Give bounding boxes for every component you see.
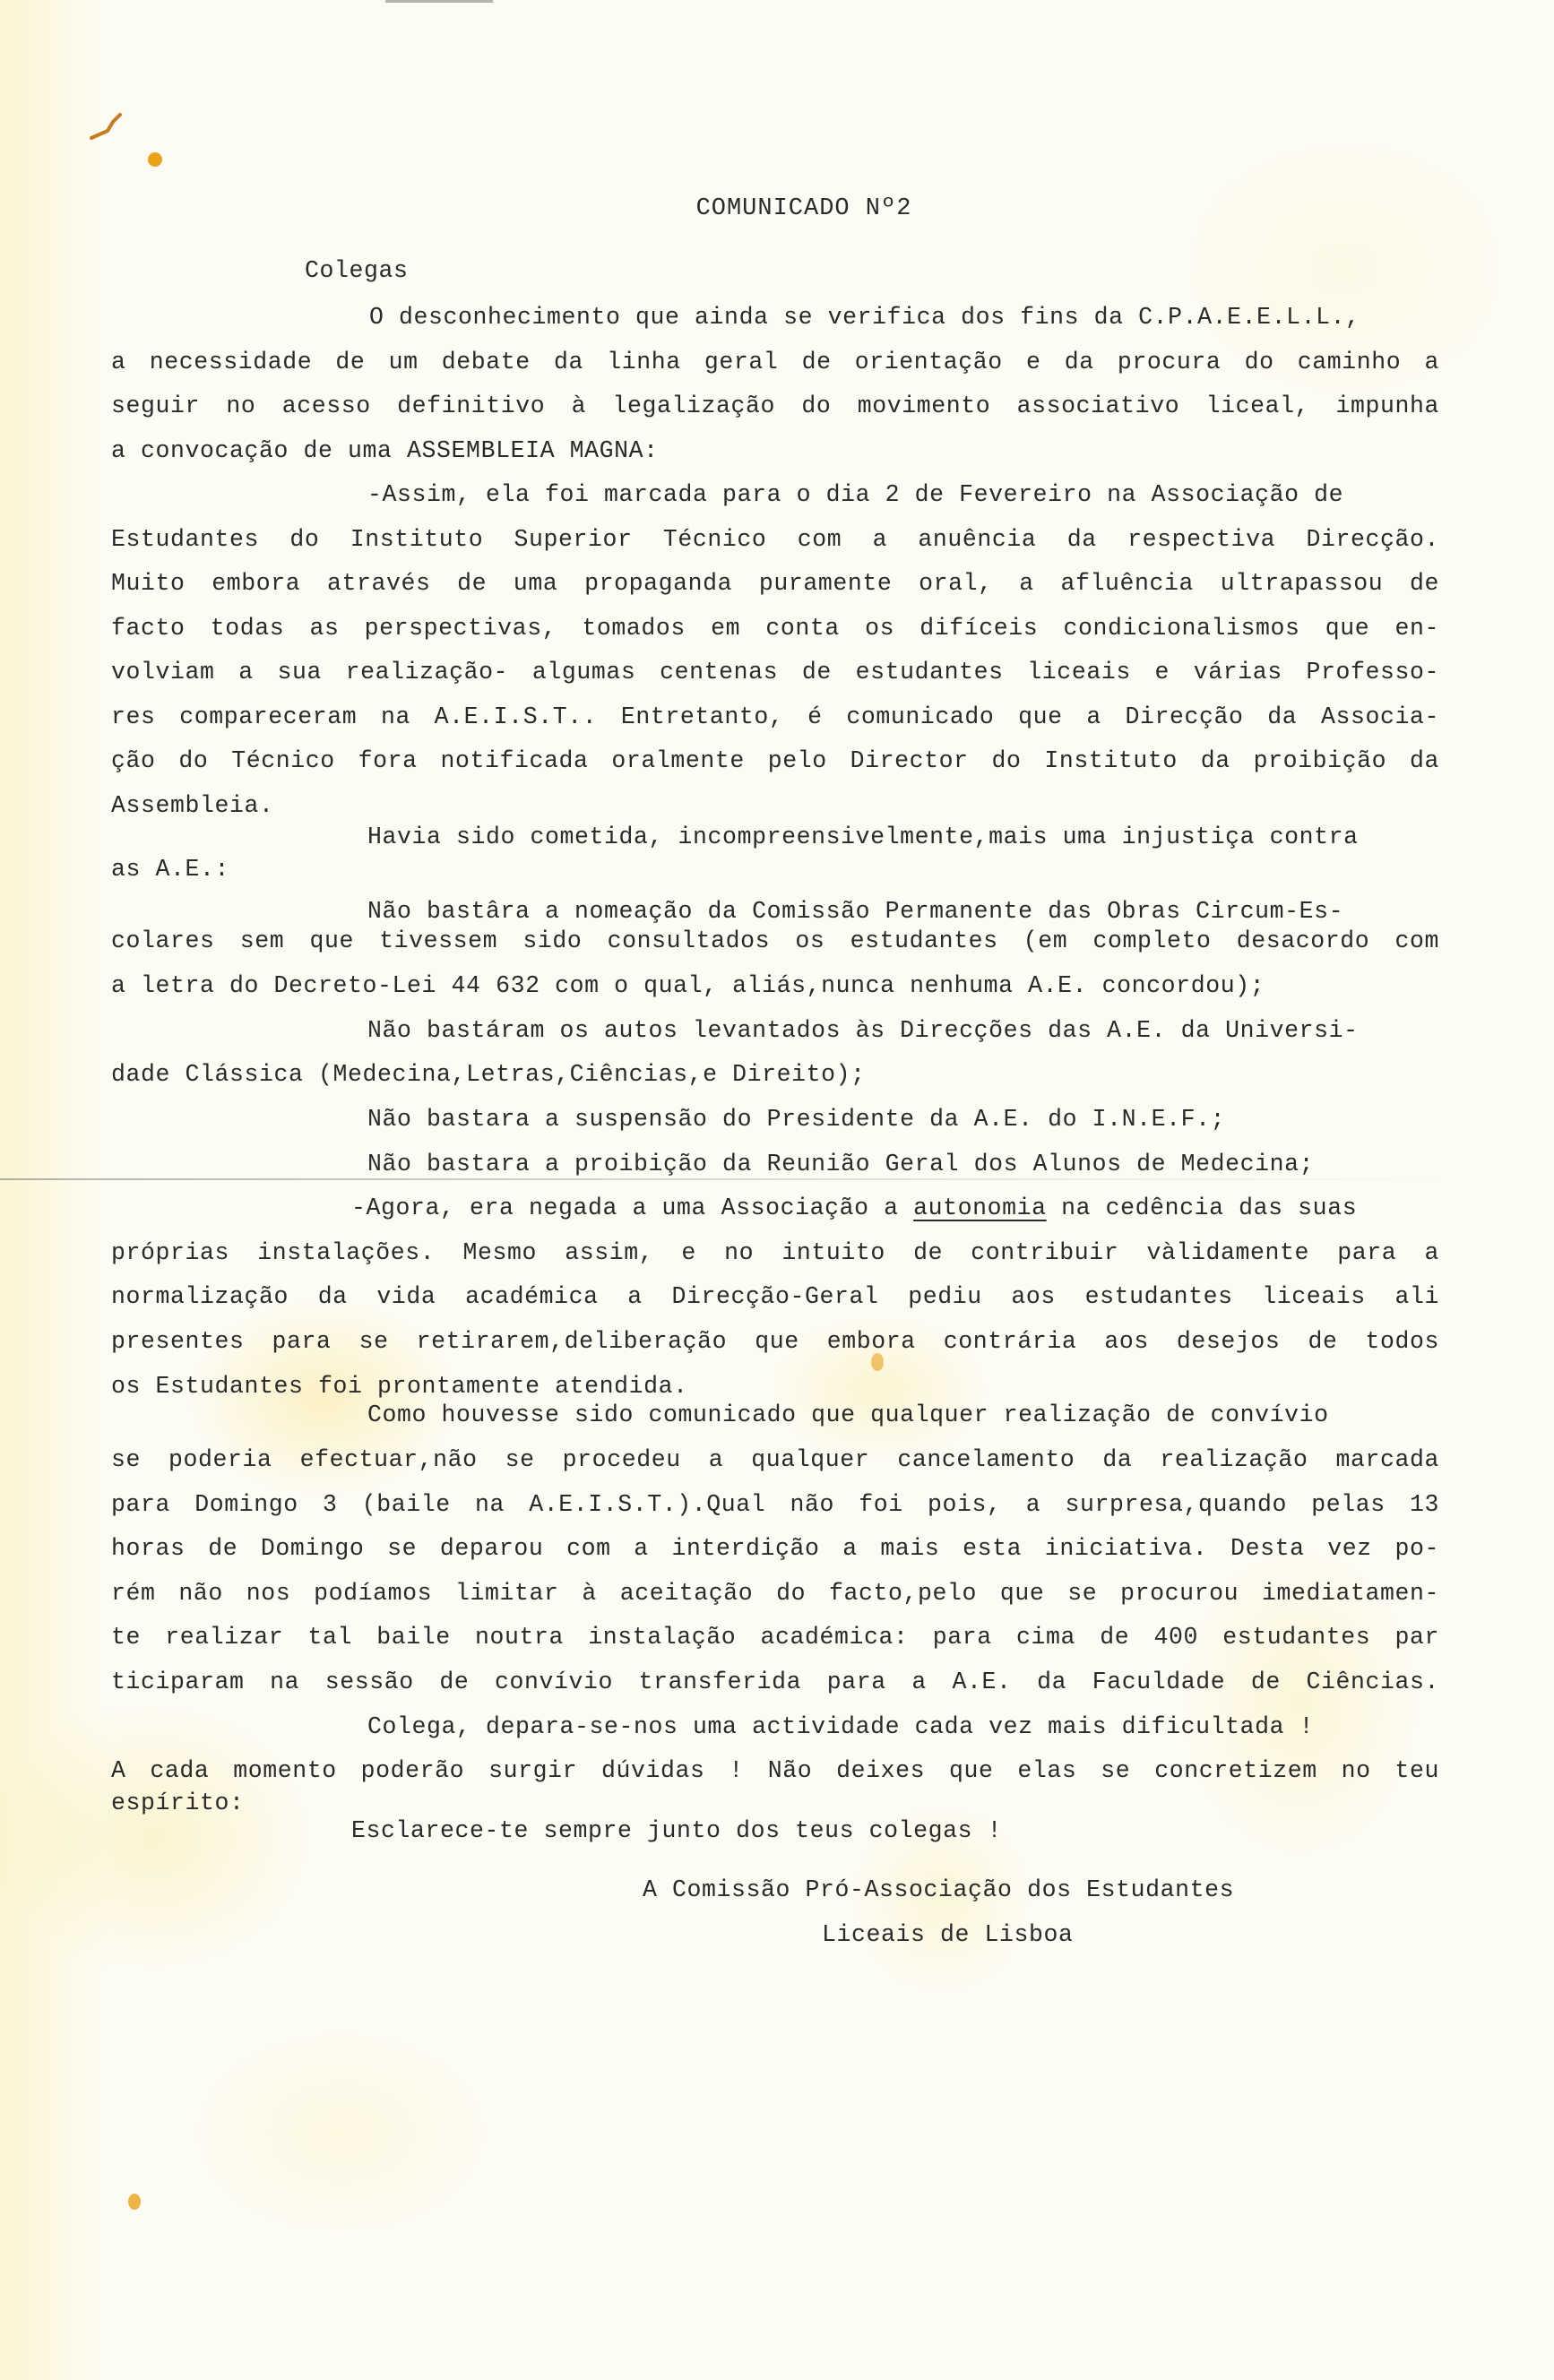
scan-smudge: [385, 0, 493, 3]
text-line: Assembleia.: [111, 792, 274, 819]
stain-dot: [128, 2194, 141, 2210]
text-line: normalização da vida académica a Direcção-Geral pediu aos estudantes liceais ali: [111, 1283, 1439, 1310]
document-title: COMUNICADO Nº2: [695, 195, 912, 222]
text-line: Estudantes do Instituto Superior Técnico com a anuência da respectiva Direcção.: [111, 526, 1439, 553]
text-line: te realizar tal baile noutra instalação académica: para cima de 400 estudantes par: [111, 1624, 1439, 1651]
text-run: na cedência das suas: [1046, 1194, 1358, 1221]
text-line: dade Clássica (Medecina,Letras,Ciências,e Direito);: [111, 1061, 866, 1088]
text-line: -Assim, ela foi marcada para o dia 2 de Fevereiro na Associação de: [367, 481, 1344, 508]
text-line: Como houvesse sido comunicado que qualquer realização de convívio: [367, 1401, 1329, 1428]
text-line: Havia sido cometida, incompreensivelmente,mais uma injustiça contra: [367, 824, 1359, 850]
text-line: se poderia efectuar,não se procedeu a qualquer cancelamento da realização marcada: [111, 1446, 1439, 1473]
text-line: colares sem que tivessem sido consultados os estudantes (em completo desacordo com: [111, 927, 1439, 954]
text-line: [351, 1193, 1357, 1223]
text-line: rém não nos podíamos limitar à aceitação do facto,pelo que se procurou imediatamen-: [111, 1580, 1439, 1607]
text-line: A cada momento poderão surgir dúvidas ! Não deixes que elas se concretizem no teu: [111, 1757, 1439, 1784]
text-line: espírito:: [111, 1789, 245, 1816]
text-line: as A.E.:: [111, 856, 230, 883]
text-run: -Agora, era negada a uma Associação a: [351, 1194, 914, 1221]
text-line: presentes para se retirarem,deliberação que embora contrária aos desejos de todos: [111, 1328, 1439, 1355]
underlined-word: autonomia: [913, 1194, 1047, 1221]
text-line: Esclarece-te sempre junto dos teus colegas !: [351, 1817, 1003, 1844]
text-line: res compareceram na A.E.I.S.T.. Entretanto, é comunicado que a Direcção da Associa-: [111, 703, 1439, 730]
text-line: seguir no acesso definitivo à legalização do movimento associativo liceal, impunha: [111, 392, 1439, 419]
text-line: facto todas as perspectivas, tomados em conta os difíceis condicionalismos que en-: [111, 615, 1439, 642]
text-line: Não bastáram os autos levantados às Direcções das A.E. da Universi-: [367, 1017, 1359, 1044]
pen-mark: [90, 106, 143, 142]
text-line: os Estudantes foi prontamente atendida.: [111, 1373, 688, 1400]
signature-line-1: A Comissão Pró-Associação dos Estudantes: [643, 1876, 1235, 1903]
text-line: Colega, depara-se-nos uma actividade cada vez mais dificultada !: [367, 1713, 1315, 1740]
text-line: Muito embora através de uma propaganda puramente oral, a afluência ultrapassou de: [111, 570, 1439, 597]
text-line: Não bastara a suspensão do Presidente da A.E. do I.N.E.F.;: [367, 1106, 1226, 1133]
text-line: a letra do Decreto-Lei 44 632 com o qual, aliás,nunca nenhuma A.E. concordou);: [111, 972, 1265, 999]
stain-dot: [148, 152, 162, 167]
text-line: para Domingo 3 (baile na A.E.I.S.T.).Qual não foi pois, a surpresa,quando pelas 13: [111, 1491, 1439, 1518]
text-line: a convocação de uma ASSEMBLEIA MAGNA:: [111, 437, 659, 464]
text-line: O desconhecimento que ainda se verifica dos fins da C.P.A.E.E.L.L.,: [369, 304, 1360, 331]
text-line: próprias instalações. Mesmo assim, e no intuito de contribuir vàlidamente para a: [111, 1239, 1439, 1266]
text-line: Não bastara a proibição da Reunião Geral dos Alunos de Medecina;: [367, 1151, 1315, 1177]
text-line: horas de Domingo se deparou com a interdição a mais esta iniciativa. Desta vez po-: [111, 1535, 1439, 1562]
text-line: a necessidade de um debate da linha geral de orientação e da procura do caminho a: [111, 349, 1439, 375]
salutation: Colegas: [305, 257, 409, 284]
text-line: volviam a sua realização- algumas centenas de estudantes liceais e várias Professo-: [111, 659, 1439, 686]
text-line: ção do Técnico fora notificada oralmente pelo Director do Instituto da proibição da: [111, 747, 1439, 774]
text-line: ticiparam na sessão de convívio transferida para a A.E. da Faculdade de Ciências.: [111, 1669, 1439, 1695]
signature-line-2: Liceais de Lisboa: [822, 1921, 1074, 1948]
text-line: Não bastâra a nomeação da Comissão Permanente das Obras Circum-Es-: [367, 898, 1344, 925]
